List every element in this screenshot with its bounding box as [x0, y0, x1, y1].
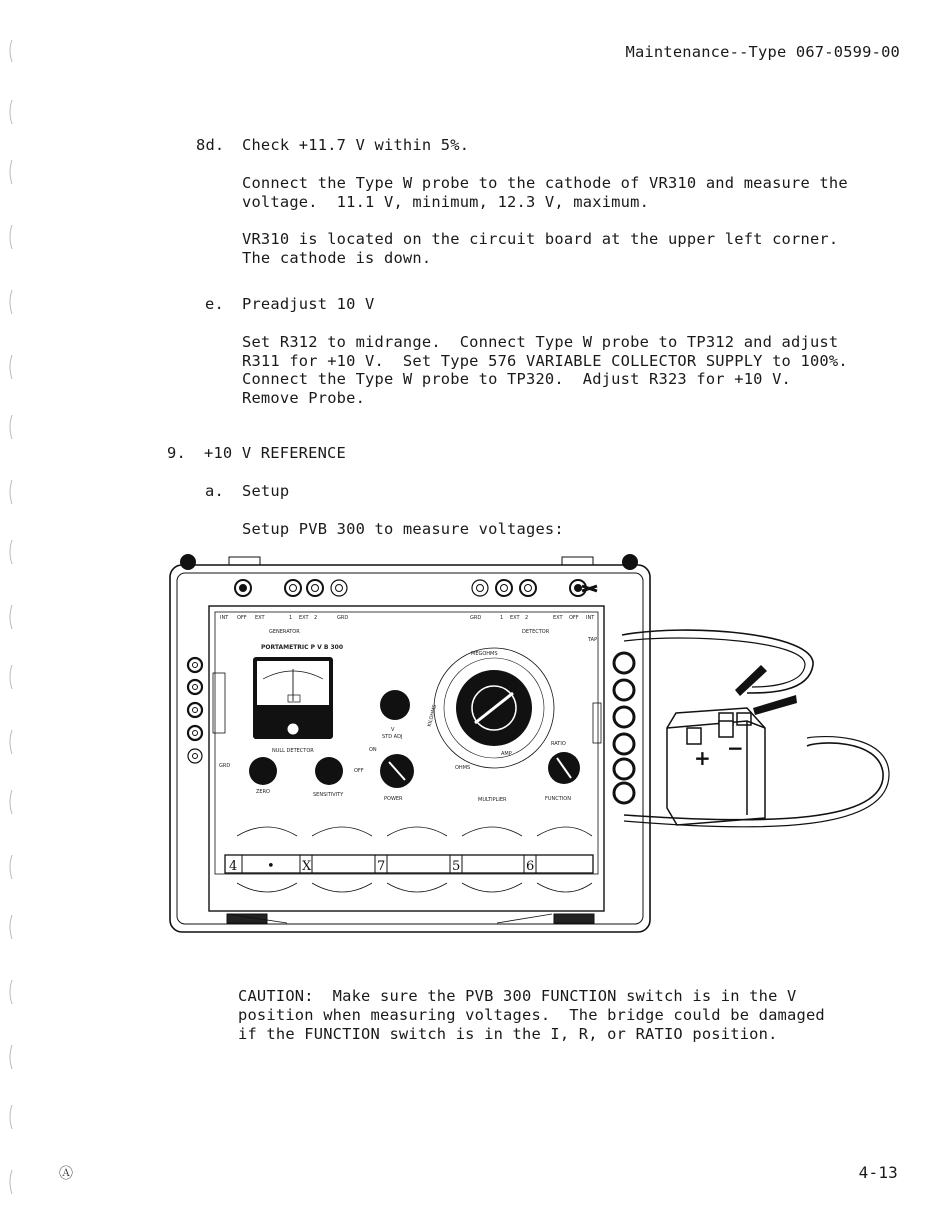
step-heading: +10 V REFERENCE	[204, 444, 346, 462]
power-label: POWER	[384, 796, 403, 802]
generator-terminals	[235, 580, 347, 596]
dial-digit: 7	[377, 859, 386, 874]
multiplier-dial[interactable]	[434, 648, 554, 768]
terminal-label: 1	[289, 615, 293, 621]
terminal-label: EXT	[510, 615, 520, 621]
decade-dials	[225, 827, 593, 892]
function-label: FUNCTION	[545, 796, 571, 802]
battery-plus: +	[694, 746, 711, 770]
brand-label: PORTAMETRIC P V B 300	[261, 644, 344, 651]
caution-line: position when measuring voltages. The bridge could be damaged	[238, 1006, 825, 1024]
terminal-label: 2	[314, 615, 318, 621]
dial-digit: 6	[526, 859, 535, 874]
probe-connector	[582, 586, 597, 591]
paragraph-line: VR310 is located on the circuit board at the upper left corner.	[242, 230, 839, 248]
side-terminals	[188, 658, 225, 763]
dial-digit: X	[302, 859, 312, 874]
paragraph-line: The cathode is down.	[242, 249, 432, 267]
amp-label: AMP	[501, 751, 512, 757]
step-heading: Setup	[242, 482, 290, 500]
terminal-label: EXT	[255, 615, 265, 621]
terminal-label: INT	[586, 615, 595, 621]
alligator-clips	[719, 665, 797, 725]
terminal-label: OFF	[569, 615, 579, 621]
paragraph-line: R311 for +10 V. Set Type 576 VARIABLE COLLECTOR SUPPLY to 100%.	[242, 352, 848, 370]
right-side-terminals	[593, 653, 634, 803]
detector-label: DETECTOR	[522, 629, 550, 635]
ohms-label: OHMS	[455, 765, 471, 771]
sensitivity-label: SENSITIVITY	[313, 792, 344, 798]
caution-line: if the FUNCTION switch is in the I, R, or RATIO position.	[238, 1025, 778, 1043]
null-detector-label: NULL DETECTOR	[272, 748, 314, 754]
terminal-label: GRD	[470, 615, 482, 621]
megohms-label: MEGOHMS	[471, 651, 498, 657]
sensitivity-knob[interactable]	[315, 757, 343, 785]
binding-edge	[0, 0, 26, 1229]
terminal-label: 1	[500, 615, 504, 621]
test-leads	[622, 630, 889, 827]
instrument-case	[170, 557, 650, 932]
v-label: V	[391, 727, 395, 733]
kilohms-label: KILOHMS	[426, 704, 439, 728]
multiplier-label: MULTIPLIER	[478, 797, 507, 803]
pvb300-figure	[167, 553, 891, 938]
terminal-label: GRD	[337, 615, 349, 621]
paragraph-line: Remove Probe.	[242, 389, 366, 407]
terminal-label: INT	[220, 615, 229, 621]
page-header: Maintenance--Type 067-0599-00	[625, 43, 900, 61]
paragraph-line: Set R312 to midrange. Connect Type W probe to TP312 and adjust	[242, 333, 839, 351]
ratio-label: RATIO	[551, 741, 566, 747]
step-label: 9.	[167, 444, 186, 462]
generator-label: GENERATOR	[269, 629, 300, 635]
std-adj-knob[interactable]	[380, 690, 410, 720]
step-label: a.	[205, 482, 224, 500]
null-detector-meter	[253, 657, 333, 739]
terminal-label: 2	[525, 615, 529, 621]
paragraph-line: voltage. 11.1 V, minimum, 12.3 V, maximum.	[242, 193, 650, 211]
terminal-label: EXT	[299, 615, 309, 621]
grd-label: GRD	[219, 763, 231, 769]
terminal-label: EXT	[553, 615, 563, 621]
dial-digit: 5	[452, 859, 461, 874]
terminal-label: OFF	[237, 615, 247, 621]
tektronix-logo: Ⓐ	[59, 1166, 74, 1182]
std-adj-label: STD ADJ	[382, 734, 403, 740]
step-label: e.	[205, 295, 224, 313]
paragraph-line: Connect the Type W probe to TP320. Adjust R323 for +10 V.	[242, 370, 792, 388]
case-post	[180, 554, 196, 570]
battery-minus: −	[727, 736, 744, 760]
dial-digit: 4	[229, 859, 238, 874]
paragraph-line: Setup PVB 300 to measure voltages:	[242, 520, 564, 538]
step-heading: Preadjust 10 V	[242, 295, 375, 313]
zero-knob[interactable]	[249, 757, 277, 785]
step-heading: Check +11.7 V within 5%.	[242, 136, 470, 154]
paragraph-line: Connect the Type W probe to the cathode of VR310 and measure the	[242, 174, 848, 192]
power-on-label: ON	[369, 747, 377, 753]
dial-digit: •	[267, 859, 275, 874]
page-number: 4-13	[858, 1163, 898, 1182]
case-post	[622, 554, 638, 570]
step-label: 8d.	[196, 136, 225, 154]
caution-line: CAUTION: Make sure the PVB 300 FUNCTION switch is in the V	[238, 987, 797, 1005]
zero-label: ZERO	[256, 789, 270, 795]
detector-terminals	[472, 580, 586, 596]
tap-label: TAP	[588, 637, 598, 643]
power-off-label: OFF	[354, 768, 364, 774]
